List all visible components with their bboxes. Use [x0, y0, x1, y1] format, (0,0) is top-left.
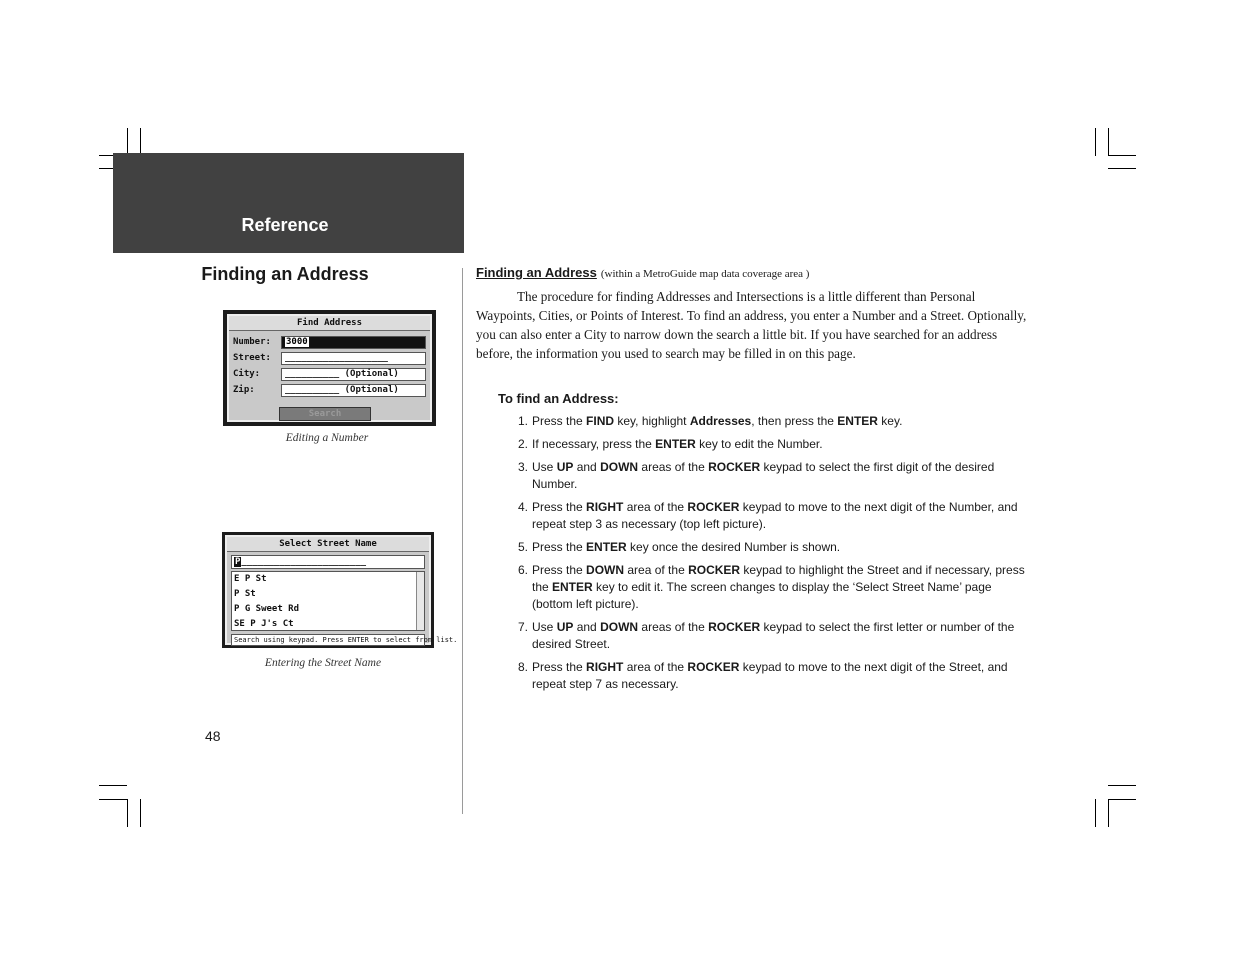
step-keyword: ENTER	[655, 437, 696, 451]
step-keyword: FIND	[586, 414, 615, 428]
number-label: Number:	[233, 337, 271, 347]
street-field: ___________________	[281, 352, 426, 365]
step-item	[508, 459, 1028, 493]
step-text: Press the	[532, 414, 587, 428]
step-keyword: RIGHT	[586, 660, 624, 674]
step-text: Use	[532, 620, 557, 634]
procedure-heading: To find an Address:	[498, 391, 619, 406]
street-input-cursor: P	[235, 557, 241, 567]
step-keyword: DOWN	[600, 620, 639, 634]
step-text: key once the desired Number is shown.	[626, 540, 841, 554]
step-text: area of the	[623, 500, 688, 514]
list-item: P St	[234, 589, 256, 599]
step-number: 7.	[518, 620, 529, 634]
step-text: areas of the	[638, 460, 709, 474]
step-keyword: Addresses	[689, 414, 752, 428]
step-item	[508, 436, 1028, 453]
step-keyword: ROCKER	[708, 620, 761, 634]
step-text: Press the	[532, 500, 587, 514]
step-text: key to edit the Number.	[695, 437, 823, 451]
step-text: areas of the	[638, 620, 709, 634]
left-page-title: Finding an Address	[201, 264, 369, 284]
step-item	[508, 499, 1028, 533]
intro-paragraph: The procedure for finding Addresses and Intersections is a little different than Personal Waypoints, Cities, or Points of Interest. To find an address, you enter a Number and a Street. Optionally, you can also enter a City to narrow down the search a little bit. If you have searched for an address before, the information you used to search may be filled in on this page.	[476, 289, 1027, 361]
list-item: P G Sweet Rd	[234, 604, 300, 614]
step-item	[508, 659, 1028, 693]
procedure-steps	[508, 413, 1028, 699]
zip-label: Zip:	[233, 385, 255, 395]
step-item	[508, 619, 1028, 653]
step-number: 6.	[518, 563, 529, 577]
section-title: Reference	[241, 215, 329, 235]
caption-editing-number: Editing a Number	[285, 432, 369, 444]
scrollbar	[416, 572, 424, 630]
step-keyword: UP	[556, 620, 574, 634]
step-keyword: UP	[556, 460, 574, 474]
step-text: keypad to select the first digit of the desired Number.	[532, 460, 995, 491]
street-label: Street:	[233, 353, 271, 363]
section-heading	[476, 265, 809, 280]
zip-field: __________ (Optional)	[281, 384, 426, 397]
step-keyword: ENTER	[552, 580, 593, 594]
step-text: and	[573, 620, 601, 634]
zip-row	[233, 384, 426, 398]
step-text: area of the	[624, 563, 689, 577]
step-text: Use	[532, 460, 557, 474]
step-keyword: DOWN	[600, 460, 639, 474]
step-text: keypad to select the first letter or number of the desired Street.	[532, 620, 1015, 651]
list-item: SE P J's Ct	[234, 619, 294, 629]
step-number: 1.	[518, 414, 529, 428]
step-text: , then press the	[751, 414, 838, 428]
caption-entering-street: Entering the Street Name	[264, 657, 382, 669]
status-bar: Search using keypad. Press ENTER to select from list.	[231, 634, 425, 646]
step-number: 5.	[518, 540, 529, 554]
step-keyword: ROCKER	[708, 460, 761, 474]
city-label: City:	[233, 369, 261, 379]
step-item	[508, 413, 1028, 430]
section-heading-note: (within a MetroGuide map data coverage area )	[600, 268, 810, 280]
street-list	[231, 571, 425, 631]
step-keyword: ROCKER	[688, 563, 741, 577]
step-text: Press the	[532, 563, 587, 577]
street-input-rest: _______________________	[241, 557, 367, 567]
find-address-screenshot	[223, 310, 436, 426]
step-keyword: DOWN	[586, 563, 625, 577]
number-field	[281, 336, 426, 349]
step-text: keypad to highlight the Street and if necessary, press the	[532, 563, 1025, 594]
step-number: 8.	[518, 660, 529, 674]
select-street-screenshot	[222, 532, 458, 648]
city-field: __________ (Optional)	[281, 368, 426, 381]
step-text: key to edit it. The screen changes to display the ‘Select Street Name’ page (bottom left picture).	[532, 580, 992, 611]
section-header-band	[113, 153, 464, 253]
step-number: 4.	[518, 500, 529, 514]
street-row	[233, 352, 426, 366]
number-row	[233, 336, 426, 350]
select-street-title: Select Street Name	[227, 537, 429, 552]
column-divider	[462, 268, 463, 814]
find-address-title: Find Address	[229, 316, 430, 331]
step-number: 3.	[518, 460, 529, 474]
step-text: key, highlight	[614, 414, 690, 428]
step-text: If necessary, press the	[532, 437, 656, 451]
city-row	[233, 368, 426, 382]
step-item	[508, 539, 1028, 556]
step-keyword: ENTER	[837, 414, 878, 428]
number-value: 3000	[286, 337, 308, 347]
street-name-input	[231, 555, 425, 569]
step-keyword: ROCKER	[687, 660, 740, 674]
step-text: key.	[877, 414, 903, 428]
page-number: 48	[205, 728, 221, 744]
list-item: E P St	[234, 574, 267, 584]
step-keyword: RIGHT	[586, 500, 624, 514]
section-heading-title: Finding an Address	[476, 265, 597, 280]
step-keyword: ENTER	[586, 540, 627, 554]
step-text: area of the	[623, 660, 688, 674]
step-keyword: ROCKER	[687, 500, 740, 514]
step-text: Press the	[532, 660, 587, 674]
step-number: 2.	[518, 437, 529, 451]
step-item	[508, 562, 1028, 613]
step-text: keypad to move to the next digit of the Number, and repeat step 3 as necessary (top left picture).	[532, 500, 1018, 531]
search-button: Search	[279, 407, 371, 421]
step-text: Press the	[532, 540, 587, 554]
step-text: keypad to move to the next digit of the Street, and repeat step 7 as necessary.	[532, 660, 1008, 691]
step-text: and	[573, 460, 601, 474]
